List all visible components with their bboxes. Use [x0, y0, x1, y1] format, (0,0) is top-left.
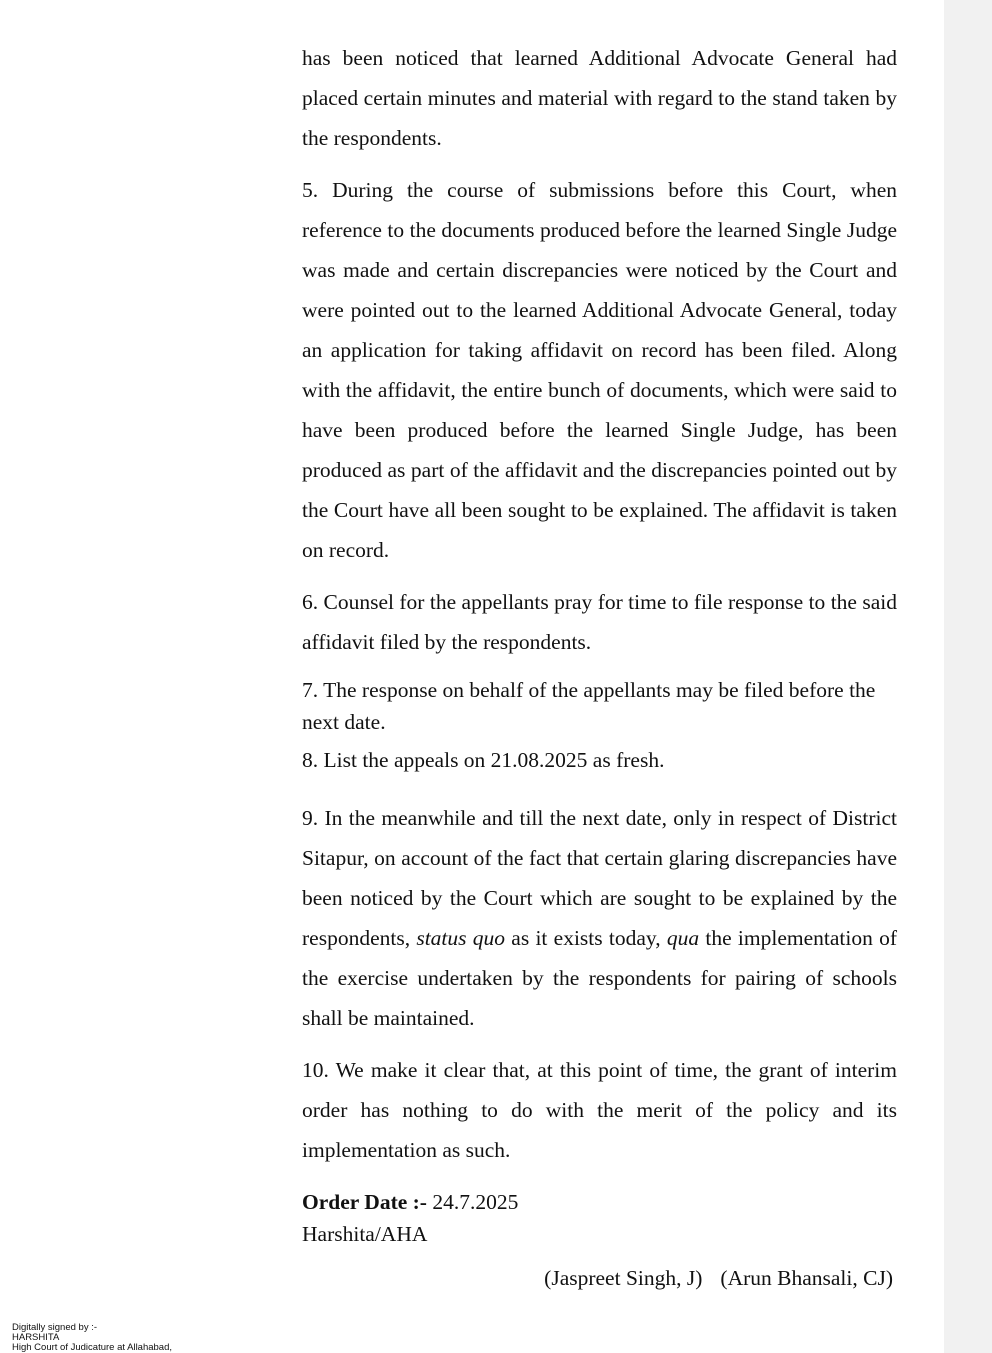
paragraph-7: 7. The response on behalf of the appellants may be filed before the next date. [302, 678, 876, 734]
digital-signature-line-3: High Court of Judicature at Allahabad, [12, 1342, 173, 1353]
paragraph-9-text-c: the implementation of the exercise undertaken by the respondents for pairing of schools shall be maintained. [302, 926, 898, 1030]
order-footer [302, 1186, 897, 1250]
judges-signature [302, 1262, 897, 1294]
author-initials: Harshita/AHA [302, 1222, 428, 1246]
status-quo-italic: status quo [416, 926, 506, 950]
order-text [302, 38, 897, 1294]
digital-signature-line-2: HARSHITA [12, 1332, 60, 1343]
judge-1: (Jaspreet Singh, J) [544, 1266, 703, 1290]
paragraph-10: 10. We make it clear that, at this point of time, the grant of interim order has nothing to do with the merit of the policy and its implementation as such. [302, 1058, 897, 1162]
order-date [302, 1186, 897, 1218]
qua-italic: qua [666, 926, 700, 950]
paragraph-8: 8. List the appeals on 21.08.2025 as fresh. [302, 748, 665, 772]
paragraph-9-text-a: 9. In the meanwhile and till the next date, only in respect of District Sitapur, on account of the fact that certain glaring discrepancies have been noticed by the Court which are sought to be explained by the respondents, [302, 806, 897, 950]
paragraph-continued: has been noticed that learned Additional Advocate General had placed certain minutes and material with regard to the stand taken by the respondents. [302, 46, 897, 150]
paragraph-9-text-b: as it exists today, [505, 926, 667, 950]
judge-2: (Arun Bhansali, CJ) [720, 1266, 893, 1290]
order-date-value: 24.7.2025 [426, 1190, 519, 1214]
digital-signature-line-1: Digitally signed by :- [12, 1322, 98, 1333]
paragraph-5: 5. During the course of submissions before this Court, when reference to the documents produced before the learned Single Judge was made and certain discrepancies were noticed by the Court and were pointed out to the learned Additional Advocate General, today an application for taking affidavit on record has been filed. Along with the affidavit, the entire bunch of documents, which were said to have been produced before the learned Single Judge, has been produced as part of the affidavit and the discrepancies pointed out by the Court have all been sought to be explained. The affidavit is taken on record. [302, 178, 897, 562]
paragraph-6: 6. Counsel for the appellants pray for time to file response to the said affidavit filed by the respondents. [302, 590, 897, 654]
order-date-label: Order Date :- [302, 1190, 427, 1214]
page-margin [944, 0, 992, 1353]
paragraph-9 [302, 798, 897, 1038]
digital-signature [12, 1323, 172, 1353]
